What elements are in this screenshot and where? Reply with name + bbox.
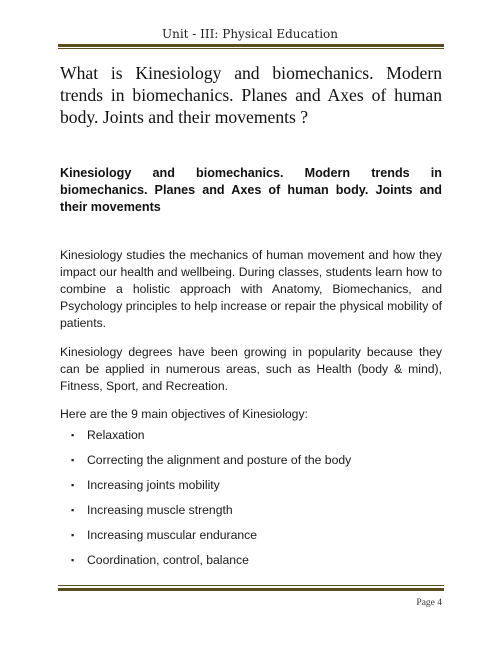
bullet-icon: ▪ xyxy=(71,480,75,490)
footer-rule-thin xyxy=(58,585,444,586)
list-item-text: Relaxation xyxy=(87,428,145,442)
page-number: Page 4 xyxy=(416,598,442,608)
bullet-icon: ▪ xyxy=(71,455,75,465)
paragraph-text: Here are the 9 main objectives of Kinesiology: xyxy=(60,407,308,421)
list-item-text: Correcting the alignment and posture of the body xyxy=(87,453,352,467)
list-item-text: Coordination, control, balance xyxy=(87,553,249,567)
bullet-icon: ▪ xyxy=(71,430,75,440)
paragraph-text: Kinesiology studies the mechanics of human movement and how they impact our health and wellbeing. During classes, students learn how to combine a holistic approach with Anatomy, Biomechanics, and Psychology principles to help increase or repair the physical mobility of patients. xyxy=(60,248,442,330)
list-item-text: Increasing muscle strength xyxy=(87,503,233,517)
header-rule-thin xyxy=(58,48,444,49)
running-header: Unit - III: Physical Education xyxy=(161,27,339,41)
section-heading: Kinesiology and biomechanics. Modern trends in biomechanics. Planes and Axes of human body. Joints and their movements xyxy=(60,166,442,214)
list-item xyxy=(60,452,442,477)
bullet-icon: ▪ xyxy=(71,530,75,540)
paragraph-objectives-lead xyxy=(60,406,442,423)
list-item xyxy=(60,477,442,502)
list-item xyxy=(60,552,442,577)
bullet-icon: ▪ xyxy=(71,555,75,565)
header-rule-thick xyxy=(58,44,444,47)
list-item xyxy=(60,427,442,452)
list-item-text: Increasing joints mobility xyxy=(87,478,220,492)
question-title: What is Kinesiology and biomechanics. Modern trends in biomechanics. Planes and Axes of human body. Joints and their movements ? xyxy=(60,63,442,127)
list-item xyxy=(60,527,442,552)
bullet-icon: ▪ xyxy=(71,505,75,515)
paragraph-intro xyxy=(60,247,442,332)
footer-rule-thick xyxy=(58,588,444,591)
paragraph-text: Kinesiology degrees have been growing in popularity because they can be applied in numerous areas, such as Health (body & mind), Fitness, Sport, and Recreation. xyxy=(60,345,442,393)
list-item-text: Increasing muscular endurance xyxy=(87,528,258,542)
paragraph-popularity xyxy=(60,344,442,395)
list-item xyxy=(60,502,442,527)
objectives-list xyxy=(60,427,442,577)
